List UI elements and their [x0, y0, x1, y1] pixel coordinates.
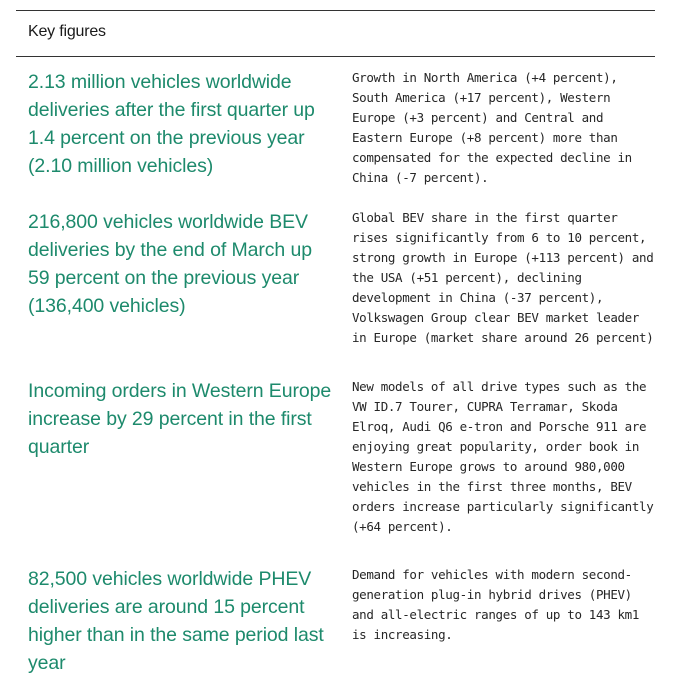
top-divider	[16, 10, 655, 11]
key-figure-detail: New models of all drive types such as the VW ID.7 Tourer, CUPRA Terramar, Skoda Elroq, Audi Q6 e-tron and Porsche 911 are enjoying great popularity, order book in Western Europe grows to around 980,000 vehicles in the first three months, BEV orders increase particularly significantly (+64 percent).	[352, 379, 654, 534]
section-title: Key figures	[28, 23, 106, 40]
key-figure-headline: Incoming orders in Western Europe increase by 29 percent in the first quarter	[28, 380, 332, 458]
key-figure-detail: Demand for vehicles with modern second-generation plug-in hybrid drives (PHEV) and all-electric ranges of up to 143 km1 is increasing.	[352, 567, 640, 642]
key-figure-detail: Global BEV share in the first quarter rises significantly from 6 to 10 percent, strong growth in Europe (+113 percent) and the USA (+51 percent), declining development in China (-37 percent), Volkswagen Group clear BEV market leader in Europe (market share around 26 percent)	[352, 210, 654, 345]
key-figure-headline: 2.13 million vehicles worldwide deliveries after the first quarter up 1.4 percent on the previous year (2.10 million vehicles)	[28, 71, 315, 177]
key-figure-headline: 82,500 vehicles worldwide PHEV deliveries are around 15 percent higher than in the same period last year	[28, 568, 324, 674]
key-figure-detail: Growth in North America (+4 percent), South America (+17 percent), Western Europe (+3 percent) and Central and Eastern Europe (+8 percent) more than compensated for the expected decline in China (-7 percent).	[352, 70, 632, 185]
key-figure-headline: 216,800 vehicles worldwide BEV deliveries by the end of March up 59 percent on the previous year (136,400 vehicles)	[28, 211, 312, 317]
header-divider	[16, 56, 655, 57]
